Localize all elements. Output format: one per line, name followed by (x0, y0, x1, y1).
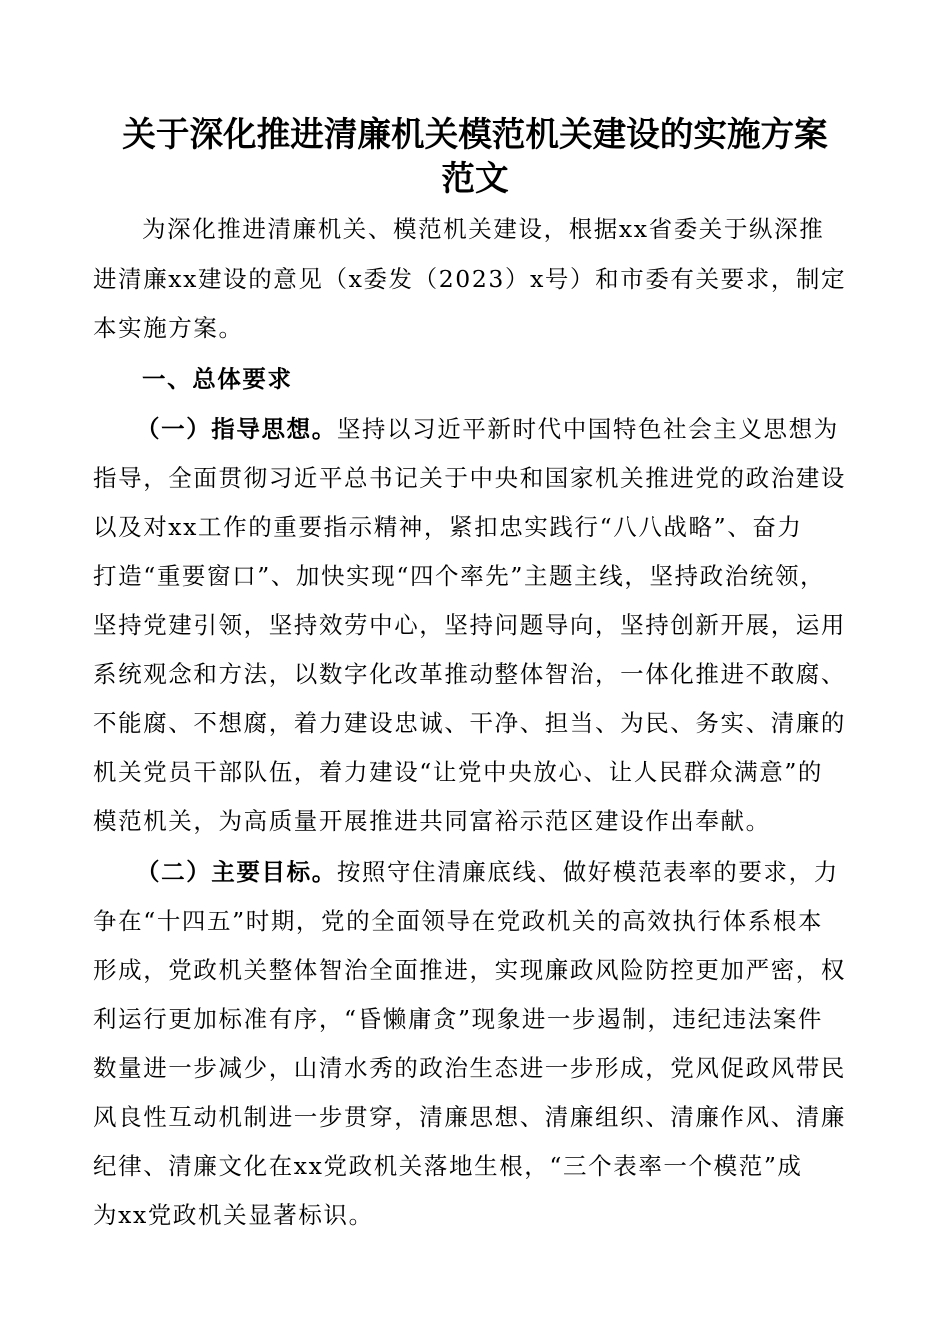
paragraph-line: 以及对xx工作的重要指示精神，紧扣忠实践行“八八战略”、奋力 (93, 513, 803, 541)
paragraph-line: 不能腐、不想腐，着力建设忠诚、干净、担当、为民、务实、清廉的 (93, 709, 846, 737)
subsection-label: （一）指导思想。 (136, 415, 337, 443)
subsection-label: （二）主要目标。 (136, 858, 337, 886)
paragraph-line: 模范机关，为高质量开展推进共同富裕示范区建设作出奉献。 (93, 807, 771, 835)
paragraph-line: 指导，全面贯彻习近平总书记关于中央和国家机关推进党的政治建设 (93, 464, 846, 492)
paragraph-line: 纪律、清廉文化在xx党政机关落地生根，“三个表率一个模范”成 (93, 1152, 803, 1180)
paragraph-line (136, 857, 839, 887)
paragraph-text: 按照守住清廉底线、做好模范表率的要求，力 (336, 858, 839, 886)
paragraph-line: 争在“十四五”时期，党的全面领导在党政机关的高效执行体系根本 (93, 907, 824, 935)
paragraph-line: 系统观念和方法，以数字化改革推动整体智治，一体化推进不敢腐、 (93, 660, 846, 688)
paragraph-line: 形成，党政机关整体智治全面推进，实现廉政风险防控更加严密，权 (93, 956, 846, 984)
paragraph-line: 机关党员干部队伍，着力建设“让党中央放心、让人民群众满意”的 (93, 758, 824, 786)
document-title-line1: 关于深化推进清廉机关模范机关建设的实施方案 (122, 115, 828, 155)
intro-line: 为深化推进清廉机关、模范机关建设，根据xx省委关于纵深推 (142, 215, 825, 243)
paragraph-text: 坚持以习近平新时代中国特色社会主义思想为 (336, 415, 839, 443)
paragraph-line: 打造“重要窗口”、加快实现“四个率先”主题主线，坚持政治统领， (93, 562, 826, 590)
paragraph-line: 为xx党政机关显著标识。 (93, 1201, 374, 1229)
paragraph-line: 坚持党建引领，坚持效劳中心，坚持问题导向，坚持创新开展，运用 (93, 611, 846, 639)
paragraph-line: 利运行更加标准有序，“昏懒庸贪”现象进一步遏制，违纪违法案件 (93, 1005, 824, 1033)
intro-line: 本实施方案。 (93, 314, 244, 342)
section-heading: 一、总体要求 (142, 365, 293, 393)
document-title-line2: 范文 (441, 159, 509, 199)
paragraph-line: 数量进一步减少，山清水秀的政治生态进一步形成，党风促政风带民 (93, 1054, 846, 1082)
paragraph-line (136, 414, 839, 444)
intro-line: 进清廉xx建设的意见（x委发（2023）x号）和市委有关要求，制定 (93, 265, 847, 293)
paragraph-line: 风良性互动机制进一步贯穿，清廉思想、清廉组织、清廉作风、清廉 (93, 1103, 846, 1131)
